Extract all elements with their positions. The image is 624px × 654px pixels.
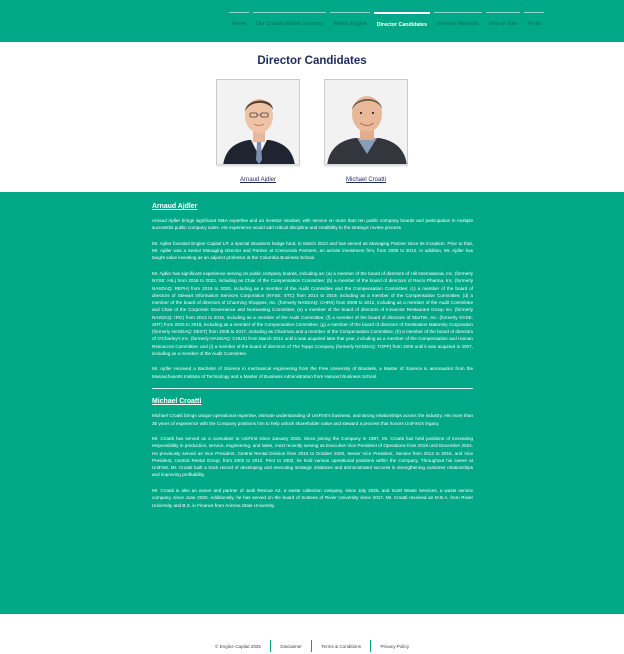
candidate-card-ajdler[interactable] [216, 79, 300, 186]
nav-item-investor-materials[interactable]: Investor Materials [434, 12, 482, 28]
biographies-section [0, 192, 624, 614]
bio-paragraph: Mr. Ajdler has significant experience serving on public company boards, including as: (a) a member of the board of directors of Hill International, Inc. (formerly NYSE: HIL) from 2018 to 2022, including as Chair of the Compensation Committee; (b) a member of the board of directors of Recro Pharma, Inc. (formerly NASDAQ: REPH) from 2019 to 2020, including as a member of the Audit Committee and the Compensation Committee; (c) a member of the board of directors of Stewart Information Services Corporation (NYSE: STC) from 2014 to 2019, including as a member of the Compensation Committee; (d) a member of the board of directors of Charming Shoppes, Inc. (formerly NASDAQ: CHRS) from 2008 to 2012, including as a member of the Audit Committee and Chair of the Corporate Governance and Nominating Committee; (e) a member of the board of directors of Innvector Restaurant Group Inc. (formerly NASDAQ: IRG) from 2013 to 2016, including as a member of the Audit Committee; (f) a member of the board of directors of StarTek, Inc. (formerly NYSE: SRT) from 2015 to 2018, including as a member of the Compensation Committee; (g) a member of the board of directors of Destination Maternity Corporation (formerly NASDAQ: DEST) from 2008 to 2017, including as Chairman and a member of the Compensation Committee; (h) a member of the board of directors of O'Charley's Inc. (formerly NASDAQ: CHUX) from March 2012 until it was acquired later that year, including as a member of the Compensation and Human Resources Committee; and (i) a member of the board of directors of The Topps Company (formerly NASDAQ: TOPP) from 2006 until it was acquired in 2007, including as a member of the Audit Committee. [152, 271, 473, 356]
bio-divider [152, 388, 473, 389]
footer [0, 614, 624, 654]
bio-paragraph: Michael Croatti brings unique operational expertise, intimate understanding of UniFirst's business, and strong relationships across the industry. His more than 35 years of experience with the Company positions him to help unlock shareholder value and steward a process that honors UniFirst's legacy. [152, 413, 473, 426]
candidate-card-croatti[interactable] [324, 79, 408, 186]
candidates-hero [0, 42, 624, 192]
nav-item-historic-lessons[interactable]: Our Crucial Historic Lessons [253, 12, 326, 28]
bio-paragraph: Mr. Croatti has served as a consultant to UniFirst since January 2025. Since joining the Company in 1987, Mr. Croatti has held positions of increasing responsibility in production, service, engineering, and sales, most recently serving as Executive Vice President of Operations from 2019 until December 2024. He previously served as Vice President, Central Rental Division from 2015 to October 2020, Senior Vice President, Service from 2012 to 2015, and Vice President, Central Rental Group, from 2002 to 2012. Prior to 2002, he held various operational positions within the Company. Throughout his career at UniFirst, Mr. Croatti built a track record of developing and executing strategic initiatives and demonstrated success in strengthening customer relationships and improving profitability. [152, 436, 473, 478]
card-shadow [216, 164, 300, 168]
main-nav [227, 12, 546, 28]
candidate-name-link[interactable]: Arnaud Ajdler [239, 177, 277, 183]
portrait-photo-icon[interactable] [216, 79, 300, 165]
nav-item-where-engine[interactable]: Where Engine [330, 12, 370, 28]
page-title: Director Candidates [257, 55, 367, 67]
footer-copyright: © Engine Capital 2025 [214, 643, 261, 649]
footer-link-terms[interactable]: Terms & Conditions [321, 643, 362, 649]
nav-item-how-to-vote[interactable]: How to Vote [486, 12, 521, 28]
nav-item-press[interactable]: Press [524, 12, 544, 28]
bio-paragraph: Arnaud Ajdler brings significant M&A expertise and an investor mindset, with service on more than ten public company boards and participation in multiple successful public company sales. His experience would add critical discipline and credibility to the strategic review process. [152, 218, 473, 231]
bio-paragraph: Mr. Ajdler founded Engine Capital LP, a special situations hedge fund, in March 2013 and has served as Managing Partner since its inception. Prior to that, Mr. Ajdler was a Senior Managing Director and Partner at Crescendo Partners, an activist investment firm, from 2005 to 2013. In addition, Mr. Ajdler has taught value investing as an adjunct professor at the Columbia Business School. [152, 240, 473, 261]
portrait-photo-icon[interactable] [324, 79, 408, 165]
bio-paragraph: Mr. Croatti is also an owner and partner of Junk Rescue AZ, a waste collection company, since July 2025, and Scott Waste Services, a waste service company, since June 2020. Additionally, he has served on the board of trustees of Rivier University since 2017. Mr. Croatti received an M.B.A. from Rivier University and B.S. in Finance from Arizona State University. [152, 488, 473, 508]
footer-links [0, 640, 624, 652]
bio-ajdler [152, 203, 473, 517]
candidate-name-link[interactable]: Michael Croatti [345, 177, 386, 183]
footer-link-disclaimer[interactable]: Disclaimer [280, 643, 302, 649]
card-shadow [324, 164, 408, 168]
bio-paragraph: Mr. Ajdler received a Bachelor of Science in mechanical engineering from the Free University of Brussels, a Master of Science in aeronautics from the Massachusetts Institute of Technology and a Master of Business Administration from Harvard Business School. [152, 366, 473, 379]
bio-heading[interactable]: Michael Croatti [152, 398, 202, 406]
top-header [0, 0, 624, 42]
bio-heading[interactable]: Arnaud Ajdler [152, 203, 198, 210]
nav-item-director-candidates[interactable]: Director Candidates [374, 12, 430, 28]
footer-link-privacy[interactable]: Privacy Policy [380, 643, 410, 649]
nav-item-home[interactable]: Home [229, 12, 249, 28]
